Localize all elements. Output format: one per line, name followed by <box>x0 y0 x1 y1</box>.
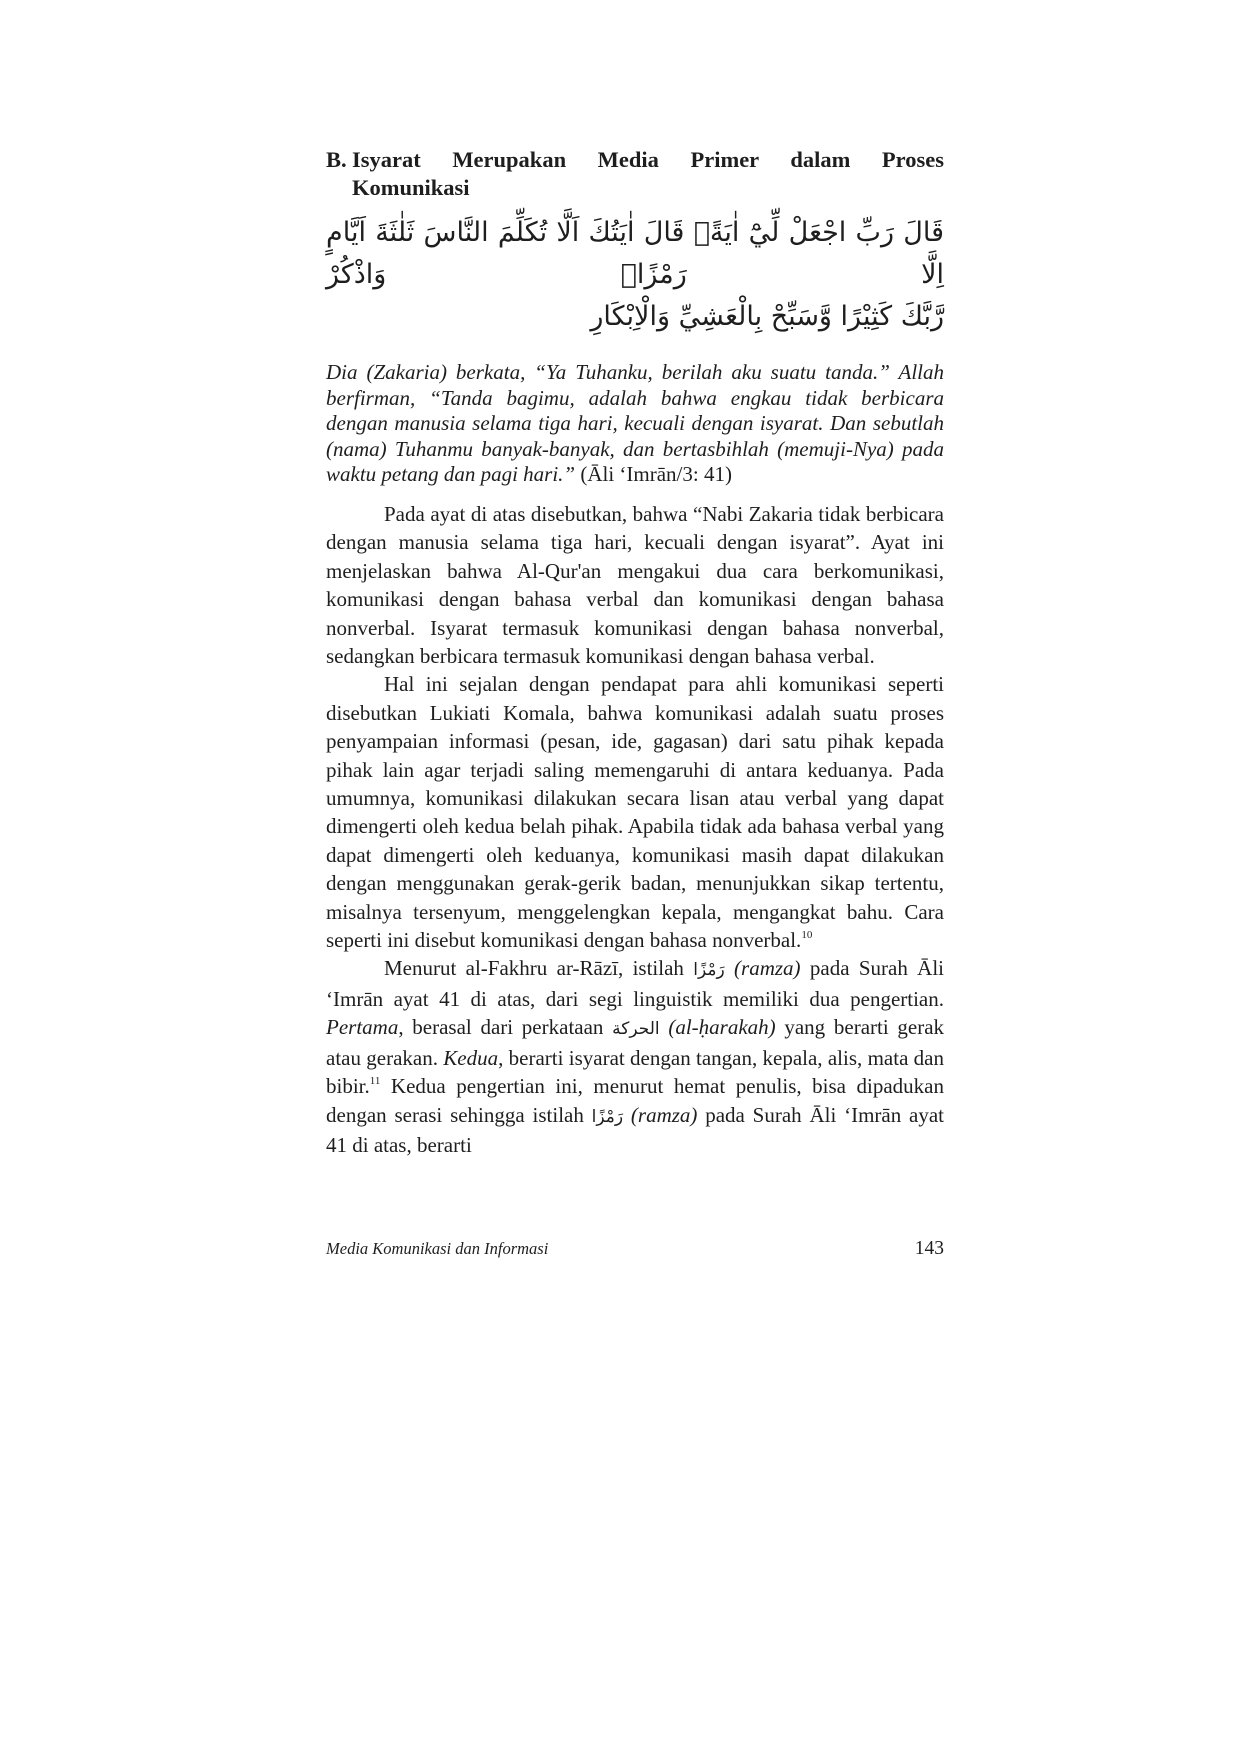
verse-translation <box>326 360 944 488</box>
paragraph-3 <box>326 954 944 1159</box>
translation-text: Dia (Zakaria) berkata, “Ya Tuhanku, berilah aku suatu tanda.” Allah berfirman, “Tanda bagimu, adalah bahwa engkau tidak berbicara dengan manusia selama tiga hari, kecuali dengan isyarat. Dan sebutlah (nama) Tuhanmu banyak-banyak, dan bertasbihlah (memuji-Nya) pada waktu petang dan pagi hari.” <box>326 360 944 487</box>
quran-verse-arabic <box>326 212 944 338</box>
section-title-line2: Komunikasi <box>352 175 470 200</box>
paragraph-1: Pada ayat di atas disebutkan, bahwa “Nabi Zakaria tidak berbicara dengan manusia selama tiga hari, kecuali dengan isyarat”. Ayat ini menjelaskan bahwa Al-Qur'an mengakui dua cara berkomunikasi, komunikasi dengan bahasa verbal dan komunikasi dengan bahasa nonverbal. Isyarat termasuk komunikasi dengan bahasa nonverbal, sedangkan berbicara termasuk komunikasi dengan bahasa verbal. <box>326 501 944 668</box>
term-kedua: Kedua <box>443 1045 499 1070</box>
body-text <box>326 500 944 1159</box>
p3-text-6: Kedua pengertian ini, menurut hemat penulis, bisa dipadukan dengan serasi sehingga istilah <box>326 1074 944 1127</box>
paragraph-2 <box>326 670 944 954</box>
p3-text-1: Menurut al-Fakhru ar-Rāzī, istilah <box>384 956 684 981</box>
page-content <box>326 146 944 1159</box>
translit-harakah: (al-ḥarakah) <box>668 1015 776 1040</box>
section-title <box>352 146 944 202</box>
arabic-term-harakah: الحركة <box>612 1019 660 1040</box>
arabic-term-ramza: رَمْزًا <box>693 960 725 981</box>
section-number: B. <box>326 147 347 172</box>
p3-text-5: , berarti isyarat dengan tangan, kepala, alis, mata dan bibir. <box>326 1045 945 1099</box>
p3-text-2: pada Surah Āli ‘Imrān ayat 41 di atas, dari segi linguistik memiliki dua pengertian. <box>326 956 945 1011</box>
section-heading <box>326 146 944 202</box>
p3-text-3: , berasal dari perkataan <box>398 1015 604 1040</box>
page-number: 143 <box>914 1238 944 1259</box>
footnote-ref-10[interactable]: 10 <box>801 929 813 942</box>
verse-reference: (Āli ‘Imrān/3: 41) <box>580 462 732 487</box>
term-pertama: Pertama <box>326 1015 399 1040</box>
p3-text-7: pada Surah Āli ‘Imrān ayat 41 di atas, berarti <box>326 1102 945 1157</box>
arabic-term-ramza-2: رَمْزًا <box>591 1106 624 1127</box>
arabic-line-2: رَّبَّكَ كَثِيْرًا وَّسَبِّحْ بِالْعَشِيِّ وَالْاِبْكَارِ <box>590 301 944 332</box>
arabic-line-1: قَالَ رَبِّ اجْعَلْ لِّيْٓ اٰيَةًۗ قَالَ اٰيَتُكَ اَلَّا تُكَلِّمَ النَّاسَ ثَلٰثَةَ اَيَّامٍ اِلَّا رَمْزًاۗ وَاذْكُرْ <box>326 217 944 290</box>
paragraph-2-text: Hal ini sejalan dengan pendapat para ahli komunikasi seperti disebutkan Lukiati Komala, bahwa komunikasi adalah suatu proses penyampaian informasi (pesan, ide, gagasan) dari satu pihak kepada pihak lain agar terjadi saling memengaruhi di antara keduanya. Pada umumnya, komunikasi dilakukan secara lisan atau verbal yang dapat dimengerti oleh kedua belah pihak. Apabila tidak ada bahasa verbal yang dapat dimengerti oleh keduanya, komunikasi masih dapat dilakukan dengan menggunakan gerak-gerik badan, menunjukkan sikap tertentu, misalnya tersenyum, menggelengkan kepala, mengangkat bahu. Cara seperti ini disebut komunikasi dengan bahasa nonverbal. <box>326 672 944 953</box>
p3-text-4: yang berarti gerak atau gerakan. <box>326 1015 945 1070</box>
translit-ramza: (ramza) <box>734 956 801 981</box>
footnote-ref-11[interactable]: 11 <box>369 1075 381 1088</box>
translit-ramza-2: (ramza) <box>630 1102 698 1127</box>
footer-book-title: Media Komunikasi dan Informasi <box>326 1239 549 1258</box>
page-footer <box>326 1238 944 1260</box>
section-title-line1: Isyarat Merupakan Media Primer dalam Proses <box>352 147 944 172</box>
